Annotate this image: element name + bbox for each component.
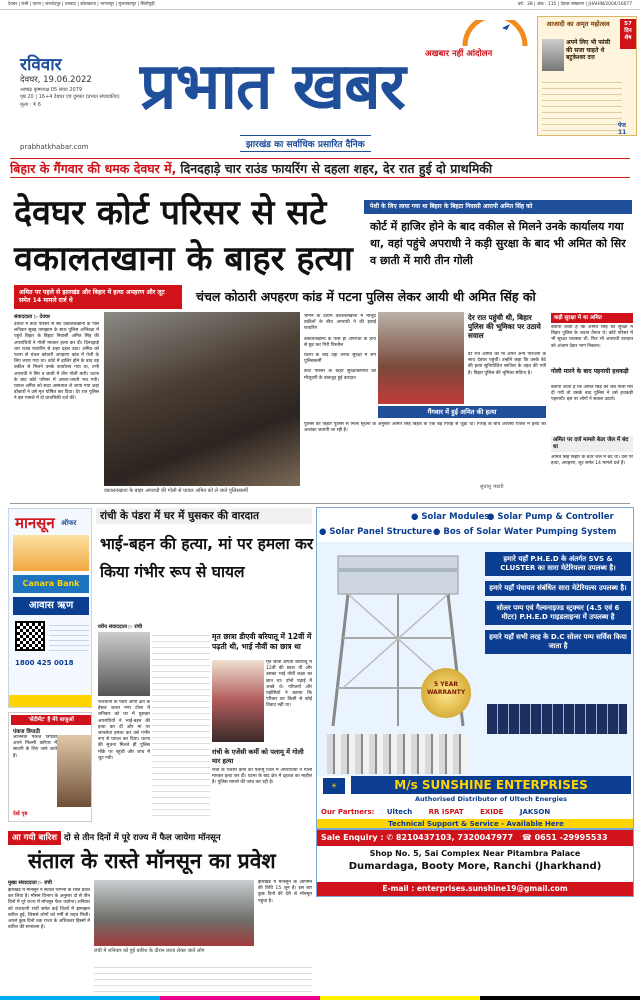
ranchi-subhead: मृत छात्रा डीएवी बरियातू में 12वीं में पढ़ती थी, भाई नौवीं का छात्र था — [212, 632, 312, 651]
solar-item-label: Bos of Solar Water Pumping System — [443, 527, 617, 537]
pankaj-promo[interactable] — [8, 712, 92, 822]
lead-byline: संवाददाता ▷ देवघर — [14, 314, 50, 320]
solar-point: हमारे यहाँ पंचायत संबंधित सारा मेटेरियल्स उपलब्ध है। — [485, 581, 631, 596]
qr-code-icon[interactable] — [15, 621, 45, 651]
sidebar2-tag: गोली मारने के बाद पहनायी हथकड़ी — [551, 368, 629, 375]
monsoon-byline-name: मुख्य संवाददाता — [8, 880, 37, 886]
top-ticker — [10, 158, 630, 178]
solar-contact[interactable] — [316, 829, 634, 897]
ranchi-headline: भाई-बहन की हत्या, मां पर हमला कर किया गंभीर रूप से घायल — [100, 535, 314, 581]
partners-label: Our Partners: — [321, 808, 375, 816]
section-divider — [10, 503, 630, 504]
monsoon-body: झारखंड में मॉनसून ने संताल परगना के रास्ते प्रवेश कर लिया है। मौसम विभाग के अनुसार दो से तीन दिनों में पूरे राज्य में मॉनसून फैल जायेगा। शनिवार को राजधानी रांची समेत कई जिलों में झमाझम बारिश हुई, जिससे लोगों को गर्मी से राहत मिली। अगले कुछ दिनों तक राज्य के अधिकतर हिस्सों में बारिश की संभावना है। — [8, 888, 90, 931]
landline-icon: ☎ — [521, 833, 532, 842]
lead-photo — [104, 312, 300, 486]
masthead-panchang: आषाढ़ कृष्णपक्ष 05 संवत 2079 — [20, 87, 83, 93]
ad-fineprint — [49, 621, 89, 651]
monsoon-ad-image — [13, 535, 89, 571]
enquiry-label: Sale Enquiry : — [321, 833, 384, 842]
family-photo — [378, 312, 464, 404]
amrit-title: आजादी का अमृत महोत्सव — [546, 20, 610, 28]
solar-point: हमारे यहाँ P.H.E.D के अंतर्गत SVS & CLUSTER का सारा मेटेरियल्स उपलब्ध है। — [485, 552, 631, 576]
monsoon-ticker-tag: आ गयी बारिश — [8, 831, 61, 845]
solar-item: ● Solar Pump & Controller — [487, 512, 614, 522]
canara-ad[interactable] — [8, 508, 92, 708]
ranchi-byline-place: रांची — [134, 624, 143, 630]
enquiry-landline[interactable]: 0651 -29995533 — [534, 833, 608, 842]
solar-item-label: Solar Pump & Controller — [497, 512, 614, 522]
right-body: देर रात अमित की मां अपने अन्य परिजनों के साथ देवघर पहुंचीं। उन्होंने कहा कि उनके बेटे की हत्या सुनियोजित साजिश के तहत की गयी है। बिहार पुलिस की भूमिका संदिग्ध है। — [468, 352, 546, 376]
monsoon-photo — [94, 880, 254, 946]
ad-phone[interactable]: 1800 425 0018 — [15, 659, 74, 667]
solar-item: ● Bos of Solar Water Pumping System — [433, 527, 617, 537]
loan-product: आवास ऋण — [13, 597, 89, 615]
sidebar2-body: बताया जाता है कि अमित सिंह को जब गोली मार दी गयी तो उसके बाद पुलिस ने उसे हथकड़ी पहनायी। इस पर लोगों ने सवाल उठाये। — [551, 385, 633, 403]
ranchi-ticker-text: रांची के पंडरा में घर में घुसकर की वारदात — [100, 510, 259, 522]
amrit-mahotsav-box — [537, 16, 637, 136]
top-bar — [0, 0, 640, 10]
website-link[interactable]: prabhatkhabar.com — [20, 143, 89, 151]
bullet-item: वकालतखाना के पास ही अपराधी के हाथ से छूट कर गिरी पिस्तौल — [304, 336, 376, 348]
partner-logo: JAKSON — [519, 808, 551, 816]
registration-strip — [0, 996, 640, 1000]
monsoon-body-more — [94, 962, 312, 992]
lead-subhead: चंचल कोठारी अपहरण कांड में पटना पुलिस लेकर आयी थी अमित सिंह को — [196, 289, 536, 304]
monsoon-ad-title: मानसून — [15, 514, 55, 532]
solar-ad-items — [317, 508, 634, 542]
portrait-photo — [542, 39, 564, 71]
byline-name: संवाददाता — [14, 314, 33, 320]
solar-item-label: Solar Modules — [421, 512, 490, 522]
ranchi-photo-1 — [98, 632, 150, 696]
address-line-2: Dumardaga, Booty More, Ranchi (Jharkhand) — [348, 861, 602, 872]
enquiry-row — [317, 830, 633, 846]
page-ref: पेज 11 — [618, 122, 627, 136]
solar-item-label: Solar Panel Structure — [329, 527, 433, 537]
lead-photo-caption: वकालतखाना के बाहर अपराधी की गोली से घायल अमित को ले जाते पुलिसकर्मी — [104, 488, 248, 494]
ranchi-body-2 — [152, 630, 210, 820]
monsoon-byline-place: रांची — [44, 880, 52, 886]
enquiry-phones[interactable]: 8210437103, 7320047977 — [395, 833, 514, 842]
solar-panels-graphic — [487, 704, 627, 734]
masthead — [0, 12, 560, 154]
solar-ad[interactable] — [316, 507, 634, 829]
solar-point: हमारे यहाँ सभी तरह के D.C सोलर पम्प सर्विस किया जाता है — [485, 630, 631, 654]
monsoon-ticker — [8, 830, 312, 846]
promo-head: 'सेंटीमेंट' है मेरे बाजुओं — [11, 715, 91, 725]
sidebar1-tag: कड़ी सुरक्षा में था अमित — [551, 313, 633, 323]
sidebar1-body: बताया जाता है कि अमित सिंह की सुरक्षा में बिहार पुलिस के जवान तैनात थे। कोर्ट परिसर में भी सुरक्षा व्यवस्था थी, फिर भी अपराधी वारदात को अंजाम देकर भाग निकला। — [551, 325, 633, 349]
masthead-subtitle: झारखंड का सर्वाधिक प्रसारित दैनिक — [240, 135, 371, 152]
masthead-title: प्रभात खबर — [140, 50, 405, 124]
masthead-pages: पृष्ठ 20 | 16+4 देवघर एवं दुमका (प्रभात संपादकीय) — [20, 94, 120, 100]
lead-deck-top: पेशी के लिए लाया गया था बिहार के बिहटा निवासी आरापी अमित सिंह को — [364, 200, 632, 214]
tagline: अखबार नहीं आंदोलन — [425, 49, 493, 59]
bank-name: Canara Bank — [22, 579, 80, 588]
edition-info: वर्ष : 38 | अंक : 115 | देवघर संस्करण | JHAHIN/2004/16077 — [517, 2, 632, 7]
authorised-text: Authorised Distributor of Ultech Energies — [414, 795, 567, 803]
monsoon-side-note: झारखंड में मॉनसून के आगमन की तिथि 15 जून है। इस बार कुछ दिनों की देरी से मॉनसून पहुंचा है। — [258, 880, 312, 904]
days-badge: 57 दिन शेष — [620, 19, 636, 49]
bullet-item: घटना के बाद वहां तैनात सुरक्षा में लगे पुलिसकर्मी — [304, 353, 376, 365]
monsoon-ticker-text: दो से तीन दिनों में पूरे राज्य में फैल जायेगा मॉनसून — [64, 833, 221, 843]
ranchi-body: राजधानी के पंडरा ओपी क्षेत्र के हेसल जतरा नगर टोला में शनिवार को घर में घुसकर अपराधियों ने भाई-बहन की हत्या कर दी और मां पर जानलेवा हमला कर उसे गंभीर रूप से घायल कर दिया। घटना की सूचना मिलते ही पुलिस मौके पर पहुंची और जांच में जुट गयी। — [98, 700, 150, 761]
ranchi-byline-name: वरीय संवाददाता — [98, 624, 127, 630]
bullet-item: भागने के दौरान वकालतखाना में मौजूद वकीलों के बीच अपराधी ने की हवाई फायरिंग — [304, 314, 376, 332]
masthead-date: देवघर, 19.06.2022 — [20, 75, 92, 85]
pump-graphic — [327, 734, 467, 774]
gangwar-tag: गैंगवार में हुई अमित की हत्या — [378, 406, 546, 418]
monsoon-headline: संताल के रास्ते मॉनसून का प्रवेश — [28, 849, 276, 873]
lead-deck: कोर्ट में हाजिर होने के बाद वकील से मिलने उनके कार्यालय गया था, वहां पहुंचे अपराधी ने कड़ी सुरक्षा के बाद भी अमित को सिर व छाती में मारी तीन गोली — [370, 220, 626, 267]
ranchi-bottom-head: रांची के एजेंसी कर्मी को पलामू में गोली मार हत्या — [212, 748, 304, 765]
ranchi-byline: वरीय संवाददाता ▷ रांची — [98, 624, 143, 630]
partners-row — [321, 805, 631, 819]
sibling-photo — [212, 660, 264, 742]
photo-credit: सुधांशु भंडारी — [480, 484, 504, 490]
ranchi-bottom-body: रांची के एजेंसी कर्मी की पलामू जिले में अपराधियों ने गोली मारकर हत्या कर दी। घटना के बाद क्षेत्र में दहशत का माहौल है। पुलिस मामले की जांच कर रही है। — [212, 768, 312, 786]
email-line[interactable]: E-mail : enterprises.sunshine19@gmail.com — [317, 882, 633, 896]
company-name: M/s SUNSHINE ENTERPRISES — [351, 776, 631, 794]
gangwar-body: पुलिस को बिहार पुलिस से मिली सूचना के अनुसार अमित सिंह बिहार के एक बड़े गिरोह से जुड़ा था। गिरोह के बीच आपसी रंजिश में हत्या की आशंका जतायी जा रही है। — [304, 422, 546, 434]
amrit-heading: अपने लिए भी फांसी की सजा चाहते थे बटुकेश्वर दत्त — [566, 39, 611, 61]
partner-logo: RR ISPAT — [428, 808, 464, 816]
solar-point: सोलर पम्प एवं गैल्वनाइज्ड स्ट्रक्चर (4.5 एवं 6 मीटर) P.H.E.D गाइडलाइन्स में उपलब्ध है — [485, 601, 631, 625]
partner-logo: Ultech — [386, 808, 413, 816]
monsoon-byline: मुख्य संवाददाता ▷ रांची — [8, 880, 52, 886]
ranchi-sub-body: मृत छात्रा डीएवी बरियातू में 12वीं की छात्रा थी और उसका भाई नौवीं कक्षा का छात्र था। दोनों पढ़ाई में अच्छे थे। परिजनों और पड़ोसियों ने बताया कि परिवार का किसी से कोई विवाद नहीं था। — [266, 660, 312, 709]
solar-item: ● Solar Modules — [411, 512, 490, 522]
solar-points — [485, 552, 631, 654]
amrit-body — [542, 77, 622, 133]
lead-headline: देवघर कोर्ट परिसर से सटे वकालतखाना के बाहर हत्या — [14, 193, 353, 279]
lead-label-box: अमित पर पहले से झारखंड और बिहार में हत्या अपहरण और लूट समेत 14 मामले दर्ज थे — [14, 285, 182, 309]
masthead-day: रविवार — [20, 55, 62, 75]
phone-icon: ✆ — [386, 833, 394, 842]
sidebar3-body: अमित सिंह बिहार के बेउर जेल में बंद था। उस पर हत्या, अपहरण, लूट समेत 14 मामले दर्ज हैं। — [551, 455, 633, 467]
ticker-part2: दिनदहाड़े चार राउंड फायरिंग से दहला शहर, देर रात हुई दो प्राथमिकी — [180, 161, 493, 176]
solar-item: ● Solar Panel Structure — [319, 527, 433, 537]
address-line-1: Shop No. 5, Sai Complex Near Pitambra Palace — [369, 849, 581, 858]
monsoon-caption: रांची में शनिवार को हुई बारिश के दौरान छाता लेकर जाते लोग — [94, 948, 205, 954]
masthead-price: मूल्य : ₹ 6 — [20, 102, 41, 108]
ad-footer-strip — [9, 695, 91, 707]
bullet-item: कोर्ट परिसर के बाहर सुरक्षाकर्मियों की मौजूदगी के बावजूद हुई वारदात — [304, 369, 376, 381]
partner-logo: EXIDE — [480, 808, 504, 816]
promo-foot: देखें पृष्ठ — [13, 811, 28, 817]
top-bar-cities: देवघर | रांची | पटना | जमशेदपुर | धनबाद | कोलकाता | भागलपुर | मुजफ्फरपुर | सिलीगुड़ी — [8, 2, 155, 7]
right-head: देर रात पहुंची थी, बिहार पुलिस की भूमिका पर उठाये सवाल — [468, 313, 541, 340]
sidebar3-tag: अमित पर दर्ज मामले बेउर जेल में बंद था — [551, 436, 633, 452]
lead-body: देवघर में कोर्ट परिसर से सटे वकालतखाना के पास शनिवार सुबह तामझाम के साथ पुलिस अभिरक्षा में पहुंचे बिहार के बिहटा निवासी अमित सिंह की अपराधियों ने गोली मारकर हत्या कर दी। दिनदहाड़े चार राउंड फायरिंग से शहर दहल उठा। अमित को पटना से चंचल कोठारी अपहरण कांड में पेशी के लिए लाया गया था। कोर्ट में हाजिर होने के बाद वह वकील से मिलने उनके कार्यालय गया था, तभी अपराधी ने सिर व छाती में तीन गोली मारी। घटना के बाद कोर्ट परिसर में अफरा-तफरी मच गयी। घायल अमित को सदर अस्पताल ले जाया गया जहां डॉक्टरों ने उसे मृत घोषित कर दिया। देर रात पुलिस ने इस मामले में दो प्राथमिकी दर्ज की। — [14, 322, 99, 402]
promo-name: पंकज त्रिपाठी — [13, 729, 40, 735]
company-logo-icon: ☀ — [323, 778, 345, 794]
support-text: Technical Support & Service - Available Here — [317, 819, 634, 829]
promo-body: अभिनेता पंकज त्रिपाठी अपने फिल्मी करियर में सादगी के लिए जाने जाते हैं। — [13, 735, 57, 759]
ranchi-ticker — [96, 508, 312, 524]
ticker-part1: बिहार के गैंगवार की धमक देवघर में, — [10, 161, 177, 176]
monsoon-ad-sub: ऑफर — [61, 519, 77, 527]
promo-portrait — [57, 735, 91, 807]
sun-logo-icon — [460, 20, 530, 48]
bank-logo — [13, 575, 89, 593]
warranty-badge: 5 YEAR WARRANTY — [421, 668, 471, 718]
byline-place: देवघर — [39, 314, 50, 320]
company-banner — [317, 776, 634, 829]
